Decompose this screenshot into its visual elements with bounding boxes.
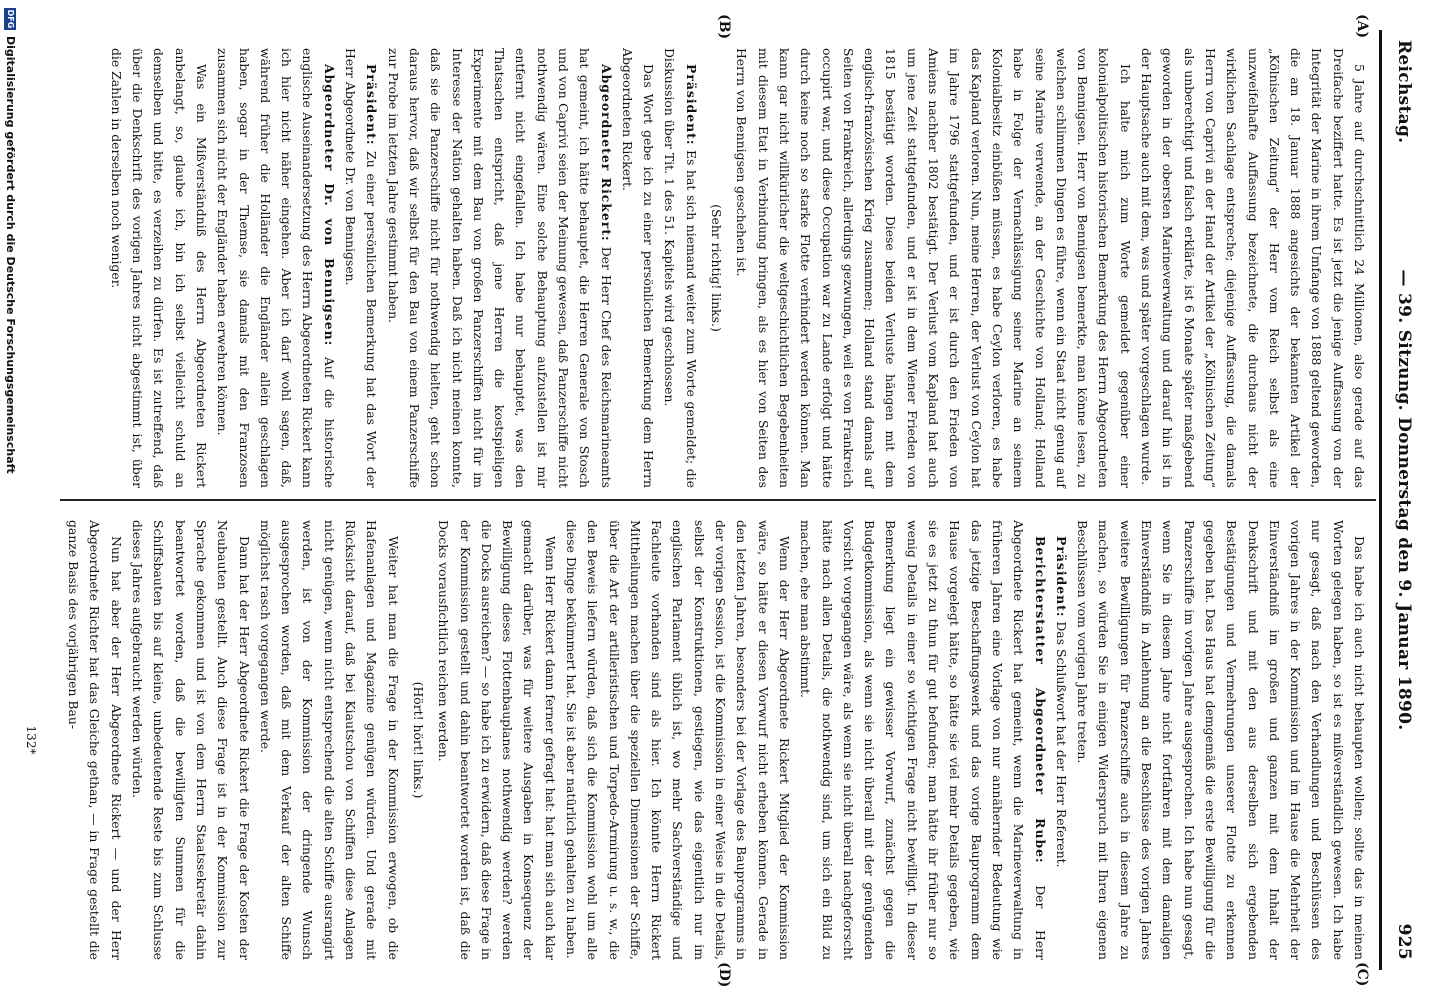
left-column (105, 48, 1370, 488)
footer-credit: Digitalisierung gefördert durch die Deutsche Forschungsgemeinschaft (4, 36, 17, 474)
signature-mark: 132* (24, 725, 38, 755)
dfg-logo: DFG (6, 9, 15, 29)
speech-text: Es hat sich niemand weiter zum Worte gemeldet; die Diskussion über Tit. 1 des 51. Kapitels wird geschlossen. (662, 48, 699, 488)
header-center: — 39. Sitzung. Donnerstag den 9. Januar 1890. (1394, 269, 1414, 731)
digitization-footer (4, 0, 22, 1000)
paragraph: Ich halte mich zum Worte gemeldet gegenüber einer kolonialpolitischen historischen Bemerkung des Herrn Abgeordneten von Bennigsen. Herr von Bennigsen bemerkte, man könne lesen, zu welchen schlimmen Dingen es führe, wenn ein Staat nicht genug auf seine Marine verwende, an der Geschichte von Holland; Holland habe in Folge der Vernachlässigung seiner Marine an seinem Kolonialbesitz einbüßen müssen, es habe Ceylon verloren, es habe das Kapland verloren. Nun, meine Herren, der Verlust von Ceylon hat im Jahre 1796 stattgefunden, und er ist durch den Frieden von Amiens nachher 1802 bestätigt. Der Verlust vom Kapland hat auch um jene Zeit stattgefunden, und er ist in dem Wiener Frieden von 1815 bestätigt worden. Diese beiden Verluste hängen mit dem englisch-französischen Krieg zusammen; Holland stand damals auf Seiten von Frankreich, allerdings gezwungen, weil es von Frankreich occupirt war, und diese Occupation war zu Lande erfolgt und hätte durch keine noch so starke Flotte verhindert werden können. Man kann gar nicht willkürlicher die weltgeschichtlichen Begebenheiten mit diesem Etat in Verbindung bringen, als es hier von Seiten des Herrn von Bennigsen geschehen ist. (734, 48, 1133, 488)
speech-text: Der Herr Abgeordnete Rickert hat gemeint, wenn die Marineverwaltung in früheren Jahren eine Vorlage von nur annähernder Bedeutung wie das jetzige Beschaffungswerk und das vorige Bauprogramm dem Hause vorgelegt hätte, so hätte sie viel mehr Details gegeben, wie sie es jetzt zu thun für gut befunden; man hätte ihr früher nur so wenig Details in einer so wichtigen Frage nicht bewilligt. In dieser Bemerkung liegt ein gewisser Vorwurf, zunächst gegen die Budgetkommission, als wenn sie nicht überall mit der genügenden Vorsicht vorgegangen wäre, als wenn sie nicht überall nachgeforscht hätte nach allen Details, die nothwendig sind, um sich ein Bild zu machen, ehe man abstimmt. (798, 520, 1048, 960)
speaker-name: Präsident: (683, 64, 699, 146)
speech-text: Das Schlußwort hat der Herr Referent. (1053, 621, 1069, 868)
speaker-name: Abgeordneter Dr. von Bennigsen: (321, 64, 337, 347)
paragraph: Das Wort gebe ich zu einer persönlichen Bemerkung dem Herrn Abgeordneten Rickert. (619, 48, 657, 488)
paragraph (659, 48, 702, 488)
column-divider (60, 499, 1376, 501)
margin-mark-c: (C) (1354, 962, 1370, 987)
interjection: (Hört! hört! links.) (410, 681, 426, 799)
speaker-name: Abgeordneter Rickert: (598, 64, 614, 242)
paragraph: Nun hat aber der Herr Abgeordnete Rickert — und der Herr Abgeordnete Richter hat das Gleiche gethan, — in Frage gestellt die ganze Basis des vorjährigen Bau- (66, 520, 124, 960)
speech-text: Zu einer persönlichen Bemerkung hat das Wort der Herr Abgeordnete Dr. von Bennigsen. (343, 48, 380, 488)
paragraph (340, 48, 383, 488)
paragraph: Wenn der Herr Abgeordnete Rickert Mitglied der Kommission wäre, so hätte er diesen Vorwurf nicht erheben können. Gerade in den letzten Jahren, besonders bei der Vorlage des Bauprogramms in der vorigen Session, ist die Kommission in einer Weise in die Details, selbst der Konstruktionen, gestiegen, wie das eigentlich nur im englischen Parlament üblich ist, wo mehr Sachverständige und Fachleute vorhanden sind als hier. Ich könnte Herrn Rickert Mittheilungen machen über die speziellen Dimensionen der Schiffe, über die Art der artilleristischen und Torpedo-Armirung u. s. w., die den Beweis liefern würden, daß sich die Kommission wohl um alle diese Dinge bekümmert hat. Sie ist aber natürlich gehalten zu haben. (564, 520, 792, 960)
speaker-name: Berichterstatter Abgeordneter Rube: (1032, 536, 1048, 864)
margin-mark-d: (D) (716, 962, 732, 988)
paragraph (212, 48, 340, 488)
paragraph: Weiter hat man die Frage in der Kommission erwogen, ob die Hafenanlagen und Magazine genügen würden. Und gerade mit Rücksicht darauf, daß bei Kiautschou von Schiffen diese Anlagen nicht genügen, wenn nicht entsprechend die alten Schiffe ausrangirt werden, ist von der Kommission der dringende Wunsch ausgesprochen worden, daß mit dem Verkauf der alten Schiffe möglichst rasch vorgegangen werde. (257, 520, 401, 960)
margin-mark-b: (B) (716, 14, 732, 40)
paragraph: Das habe ich auch nicht behaupten wollen; sollte das in meinen Worten gelegen haben, so ist es mißverständlich gewesen. Ich habe nur gesagt, daß nach den Verhandlungen und Beschlüssen des vorigen Jahres in der Kommission und im Hause die Mehrheit der Einverständniß im großen und ganzen mit dem Inhalt der Denkschrift und mit den aus derselben sich ergebenden Bestätigungen und Vermehrungen unserer Flotte zu erkennen gegeben hat. Das Haus hat demgemäß die erste Bewilligung für die Panzerschiffe im vorigen Jahre ausgesprochen. Ich habe nun gesagt, wenn Sie in diesem Jahre nicht fortfahren mit dem damaligen Einverständniß in Anlehnung an die Beschlüsse des vorigen Jahres weitere Bewilligungen für Panzerschiffe auch in diesem Jahre zu machen, so würden Sie in einigen Widerspruch mit Ihren eigenen Beschlüssen vom vorigen Jahre treten. (1075, 520, 1367, 960)
paragraph: Wenn Herr Rickert dann ferner gefragt hat: hat man sich auch klar gemacht darüber, was für weitere Ausgaben in Konsequenz der Bewilligung dieses Flottenbauplanes nothwendig werden? werden die Docks ausreichen? — so habe ich zu erwidern, daß diese Frage in der Kommission gestellt und dahin beantwortet worden ist, daß die Docks vorausfichtlich reichen werden. (436, 520, 558, 960)
speech-text: Der Herr Chef des Reichsmarineamts hat gemeint, ich hätte behauptet, die Herren Generale von Stosch und von Caprivi seien der Meinung gewesen, daß Panzerschiffe nicht nothwendig wären. Eine solche Behauptung aufzustellen ist mir entfernt nicht eingefallen. Ich habe nur behauptet, was den Thatsachen entspricht, daß jene Herren die kostspieligen Experimente mit dem Bau von großen Panzerschiffen nicht für im Interesse der Nation gehalten haben. Daß ich nicht meinen konnte, daß sie die Panzerschiffe nicht für nothwendig hielten, geht schon daraus hervor, daß wir selbst für den Bau von einem Panzerschiffe zur Probe im letzten Jahre gestimmt haben. (385, 48, 614, 488)
paragraph (795, 520, 1051, 960)
paragraph: Was ein Mißverständniß des Herrn Abgeordneten Rickert anbelangt, so, glaube ich, bin ich selbst vielleicht schuld an demselben und bitte, es verzeihen zu dürfen. Es ist zutreffend, daß über die Denkschrift des vorigen Jahres nicht abgestimmt ist, über die Zahlen in derselben noch weniger. (108, 48, 209, 488)
paragraph: Dann hat der Herr Abgeordnete Rickert die Frage der Kosten der Neubauten gestellt. Auch diese Frage ist in der Kommission zur Sprache gekommen und ist von dem Herrn Staatssekretär dahin beantwortet worden, daß die bewilligten Summen für die Schiffsbauten bis auf kleine, unbedeutende Reste bis zum Schlusse dieses Jahres aufgebraucht werden würden. (130, 520, 252, 960)
speaker-name: Präsident: (1053, 536, 1069, 618)
header-page-number: 925 (1394, 923, 1414, 960)
running-header (1386, 40, 1414, 960)
paragraph: 5 Jahre auf durchschnittlich 24 Millionen, also gerade auf das Dreifache beziffert hatte. Es ist jetzt die jenige Auffassung von der Integrität der Marine in ihrem Umfange von 1888 geltend geworden, die am 18. Januar 1888 angesichts der bekannten Artikel der „Kölnischen Zeitung“ der Herr vom Reich selbst als eine unzweifelhafte Auffassung bezeichnete, die durchaus nicht der wirklichen Sachlage entspreche; diejenige Auffassung, die damals Herrn von Caprivi an der Hand der Artikel der „Kölnischen Zeitung“ als unberechtigt und falsch erklärte, ist 6 Monate später maßgebend geworden in der obersten Marineverwaltung und darauf hin ist in der Hauptsache auch mit dem, was und später vorgeschlagen wurde. (1139, 48, 1367, 488)
right-column (63, 520, 1370, 960)
margin-mark-a: (A) (1354, 14, 1370, 39)
speech-text: Auf die historische englische Auseinandersetzung des Herrn Abgeordneten Rickert kann ich hier nicht näher eingehen. Aber ich darf wohl sagen, daß, während früher die Holländer die Engländer allein geschlagen haben, sogar in der Themse, sie damals mit den Franzosen zusammen sich nicht der Engländer haben erwehren können. (215, 48, 337, 488)
speaker-name: Präsident: (364, 64, 380, 146)
interjection: (Sehr richtig! links.) (709, 204, 725, 332)
header-left: Reichstag. (1394, 40, 1414, 144)
header-rule (1379, 30, 1382, 970)
paragraph (382, 48, 616, 488)
paragraph (1051, 520, 1072, 960)
